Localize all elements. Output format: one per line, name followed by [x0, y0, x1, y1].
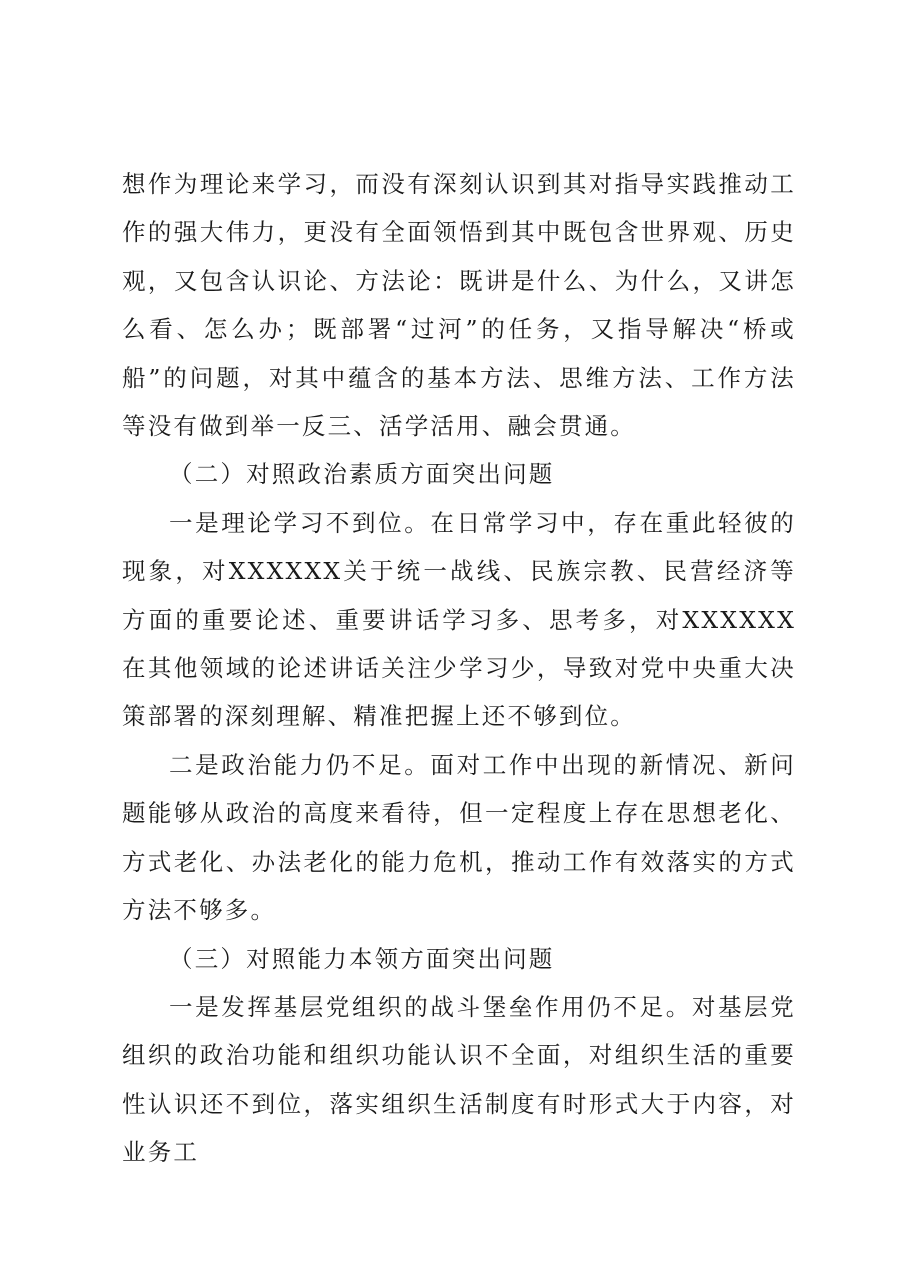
- paragraph-grassroots-party: 一是发挥基层党组织的战斗堡垒作用仍不足。对基层党组织的政治功能和组织功能认识不全面，对组织生活的重要性认识还不到位，落实组织生活制度有时形式大于内容，对业务工: [122, 992, 796, 1167]
- paragraph-continuation: 想作为理论来学习，而没有深刻认识到其对指导实践推动工作的强大伟力，更没有全面领悟到其中既包含世界观、历史观，又包含认识论、方法论：既讲是什么、为什么，又讲怎么看、怎么办；既部署“过河”的任务，又指导解决“桥或船”的问题，对其中蕴含的基本方法、思维方法、工作方法等没有做到举一反三、活学活用、融会贯通。: [122, 170, 796, 441]
- document-body: [122, 160, 796, 1177]
- paragraph-political-ability: 二是政治能力仍不足。面对工作中出现的新情况、新问题能够从政治的高度来看待，但一定程度上存在思想老化、方式老化、办法老化的能力危机，推动工作有效落实的方式方法不够多。: [122, 750, 796, 925]
- paragraph-theory-study: 一是理论学习不到位。在日常学习中，存在重此轻彼的现象，对XXXXXX关于统一战线、民族宗教、民营经济等方面的重要论述、重要讲话学习多、思考多，对XXXXXX在其他领域的论述讲话关注少学习少，导致对党中央重大决策部署的深刻理解、精准把握上还不够到位。: [122, 508, 796, 731]
- section-heading-capability: （三）对照能力本领方面突出问题: [169, 944, 555, 973]
- section-heading-political-quality: （二）对照政治素质方面突出问题: [169, 460, 555, 489]
